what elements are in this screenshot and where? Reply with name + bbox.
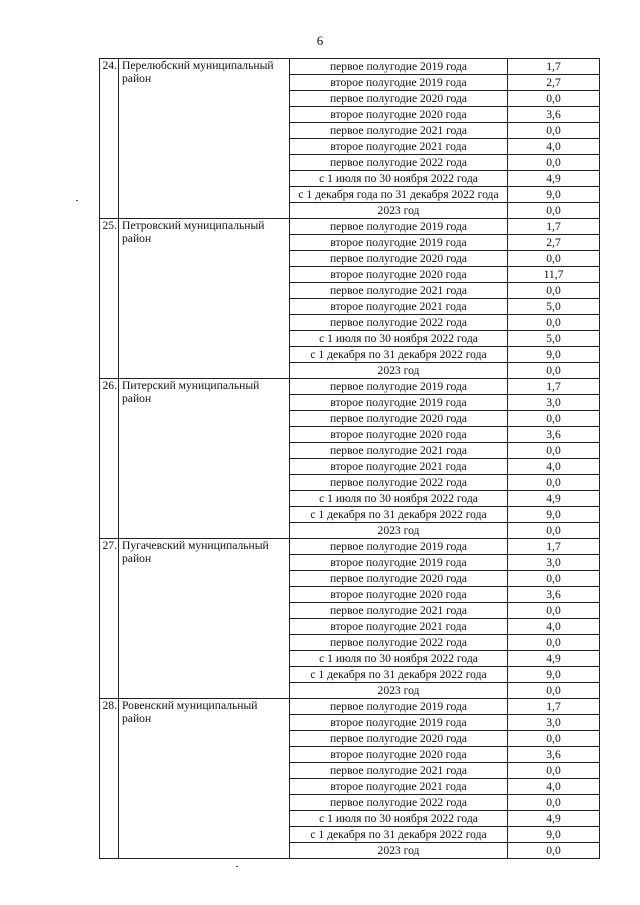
period-cell: с 1 декабря года по 31 декабря 2022 года [290, 187, 508, 203]
table-row [100, 379, 600, 395]
value-cell: 9,0 [508, 827, 600, 843]
period-cell: второе полугодие 2021 года [290, 459, 508, 475]
value-cell: 2,7 [508, 75, 600, 91]
period-cell: 2023 год [290, 203, 508, 219]
value-cell: 0,0 [508, 523, 600, 539]
scan-speck [76, 200, 78, 201]
period-cell: второе полугодие 2021 года [290, 139, 508, 155]
value-cell: 4,9 [508, 491, 600, 507]
period-cell: с 1 декабря по 31 декабря 2022 года [290, 507, 508, 523]
value-cell: 11,7 [508, 267, 600, 283]
value-cell: 0,0 [508, 315, 600, 331]
value-cell: 3,6 [508, 747, 600, 763]
value-cell: 4,0 [508, 459, 600, 475]
page-number: 6 [316, 33, 324, 48]
value-cell: 0,0 [508, 795, 600, 811]
value-cell: 3,0 [508, 715, 600, 731]
district-name: Перелюбский муниципальный район [119, 59, 290, 219]
table-row [100, 219, 600, 235]
value-cell: 9,0 [508, 187, 600, 203]
district-number: 25. [100, 219, 119, 379]
value-cell: 0,0 [508, 635, 600, 651]
value-cell: 0,0 [508, 763, 600, 779]
period-cell: первое полугодие 2020 года [290, 251, 508, 267]
period-cell: второе полугодие 2021 года [290, 779, 508, 795]
value-cell: 4,0 [508, 619, 600, 635]
value-cell: 1,7 [508, 699, 600, 715]
period-cell: 2023 год [290, 843, 508, 859]
value-cell: 3,6 [508, 427, 600, 443]
value-cell: 4,9 [508, 651, 600, 667]
period-cell: первое полугодие 2019 года [290, 699, 508, 715]
value-cell: 5,0 [508, 299, 600, 315]
value-cell: 4,9 [508, 171, 600, 187]
table-row [100, 699, 600, 715]
period-cell: второе полугодие 2019 года [290, 715, 508, 731]
period-cell: первое полугодие 2019 года [290, 539, 508, 555]
period-cell: второе полугодие 2020 года [290, 267, 508, 283]
value-cell: 1,7 [508, 59, 600, 75]
district-name: Пугачевский муниципальный район [119, 539, 290, 699]
value-cell: 9,0 [508, 667, 600, 683]
tariff-table [99, 58, 600, 859]
table-row [100, 539, 600, 555]
value-cell: 4,0 [508, 139, 600, 155]
period-cell: первое полугодие 2021 года [290, 603, 508, 619]
value-cell: 0,0 [508, 731, 600, 747]
district-number: 24. [100, 59, 119, 219]
period-cell: первое полугодие 2022 года [290, 315, 508, 331]
district-number: 27. [100, 539, 119, 699]
period-cell: первое полугодие 2021 года [290, 763, 508, 779]
table-row [100, 59, 600, 75]
period-cell: первое полугодие 2022 года [290, 475, 508, 491]
period-cell: второе полугодие 2020 года [290, 107, 508, 123]
value-cell: 4,9 [508, 811, 600, 827]
value-cell: 0,0 [508, 571, 600, 587]
period-cell: с 1 декабря по 31 декабря 2022 года [290, 347, 508, 363]
period-cell: первое полугодие 2020 года [290, 411, 508, 427]
value-cell: 0,0 [508, 363, 600, 379]
period-cell: второе полугодие 2020 года [290, 747, 508, 763]
tariff-table-body [100, 59, 600, 859]
period-cell: с 1 июля по 30 ноября 2022 года [290, 491, 508, 507]
value-cell: 1,7 [508, 539, 600, 555]
period-cell: первое полугодие 2019 года [290, 219, 508, 235]
value-cell: 0,0 [508, 683, 600, 699]
value-cell: 0,0 [508, 443, 600, 459]
value-cell: 0,0 [508, 283, 600, 299]
period-cell: второе полугодие 2020 года [290, 427, 508, 443]
period-cell: с 1 декабря по 31 декабря 2022 года [290, 827, 508, 843]
value-cell: 9,0 [508, 507, 600, 523]
value-cell: 0,0 [508, 91, 600, 107]
value-cell: 0,0 [508, 843, 600, 859]
period-cell: первое полугодие 2021 года [290, 123, 508, 139]
period-cell: с 1 июля по 30 ноября 2022 года [290, 651, 508, 667]
period-cell: первое полугодие 2020 года [290, 91, 508, 107]
value-cell: 3,0 [508, 395, 600, 411]
period-cell: первое полугодие 2020 года [290, 731, 508, 747]
period-cell: с 1 июля по 30 ноября 2022 года [290, 331, 508, 347]
value-cell: 3,6 [508, 107, 600, 123]
period-cell: первое полугодие 2021 года [290, 443, 508, 459]
district-name: Питерский муниципальный район [119, 379, 290, 539]
value-cell: 1,7 [508, 219, 600, 235]
period-cell: первое полугодие 2019 года [290, 59, 508, 75]
period-cell: с 1 июля по 30 ноября 2022 года [290, 811, 508, 827]
period-cell: 2023 год [290, 523, 508, 539]
value-cell: 5,0 [508, 331, 600, 347]
period-cell: второе полугодие 2019 года [290, 555, 508, 571]
period-cell: с 1 июля по 30 ноября 2022 года [290, 171, 508, 187]
period-cell: первое полугодие 2019 года [290, 379, 508, 395]
period-cell: первое полугодие 2022 года [290, 155, 508, 171]
value-cell: 0,0 [508, 475, 600, 491]
value-cell: 0,0 [508, 411, 600, 427]
value-cell: 2,7 [508, 235, 600, 251]
period-cell: второе полугодие 2019 года [290, 75, 508, 91]
value-cell: 0,0 [508, 155, 600, 171]
value-cell: 0,0 [508, 603, 600, 619]
period-cell: второе полугодие 2021 года [290, 299, 508, 315]
value-cell: 4,0 [508, 779, 600, 795]
district-number: 26. [100, 379, 119, 539]
period-cell: второе полугодие 2021 года [290, 619, 508, 635]
period-cell: первое полугодие 2022 года [290, 635, 508, 651]
period-cell: второе полугодие 2019 года [290, 235, 508, 251]
period-cell: 2023 год [290, 683, 508, 699]
value-cell: 3,6 [508, 587, 600, 603]
value-cell: 0,0 [508, 123, 600, 139]
value-cell: 9,0 [508, 347, 600, 363]
value-cell: 0,0 [508, 203, 600, 219]
period-cell: первое полугодие 2020 года [290, 571, 508, 587]
value-cell: 1,7 [508, 379, 600, 395]
scan-speck [236, 866, 238, 867]
period-cell: 2023 год [290, 363, 508, 379]
period-cell: первое полугодие 2021 года [290, 283, 508, 299]
period-cell: с 1 декабря по 31 декабря 2022 года [290, 667, 508, 683]
period-cell: второе полугодие 2020 года [290, 587, 508, 603]
value-cell: 0,0 [508, 251, 600, 267]
value-cell: 3,0 [508, 555, 600, 571]
district-name: Петровский муниципальный район [119, 219, 290, 379]
district-number: 28. [100, 699, 119, 859]
period-cell: первое полугодие 2022 года [290, 795, 508, 811]
period-cell: второе полугодие 2019 года [290, 395, 508, 411]
district-name: Ровенский муниципальный район [119, 699, 290, 859]
